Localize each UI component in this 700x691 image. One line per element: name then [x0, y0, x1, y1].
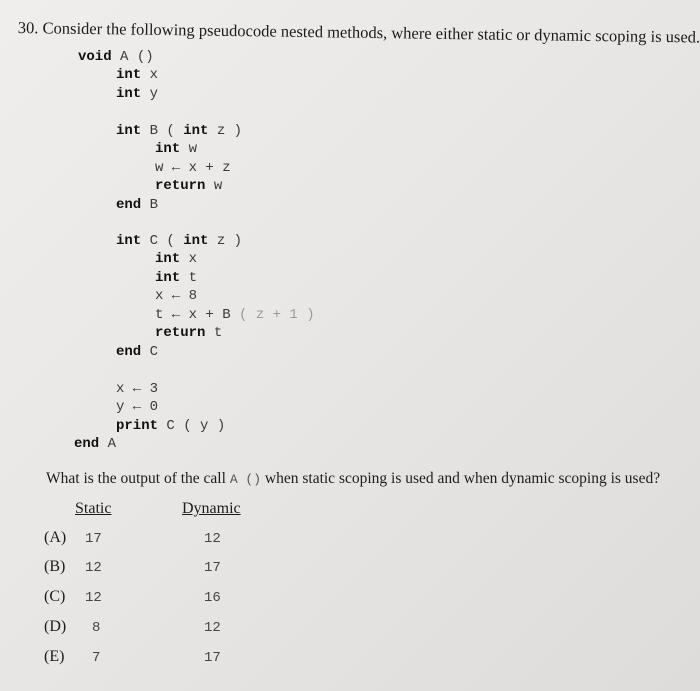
keyword: end	[116, 197, 142, 213]
code-text: y	[141, 86, 159, 102]
option-label: (C)	[44, 588, 66, 605]
code-line	[116, 232, 242, 250]
code-text: z )	[208, 233, 243, 249]
code-line	[155, 269, 197, 287]
keyword: int	[116, 67, 142, 83]
option-label: (A)	[44, 529, 67, 546]
question-prompt	[46, 470, 660, 488]
dynamic-value: 17	[204, 650, 221, 666]
option-label: (B)	[44, 558, 66, 575]
static-value: 12	[85, 590, 102, 606]
code-text: t	[205, 325, 223, 341]
code-text: A	[99, 436, 117, 452]
keyword: int	[116, 123, 142, 139]
keyword: int	[155, 270, 181, 286]
code-text: ( z + 1 )	[239, 307, 315, 323]
code-line	[155, 324, 222, 342]
option-label: (D)	[44, 618, 67, 635]
keyword: int	[116, 86, 142, 102]
code-line	[116, 122, 242, 140]
code-text: C (	[141, 233, 184, 249]
dynamic-value: 17	[204, 560, 221, 576]
code-line	[155, 140, 197, 158]
code-line	[74, 435, 116, 453]
static-value: 12	[85, 560, 102, 576]
code-line	[155, 306, 315, 324]
code-line	[78, 48, 154, 66]
code-line: x ← 3	[116, 381, 159, 397]
code-text: C ( y )	[158, 418, 226, 434]
keyword: end	[74, 436, 100, 452]
code-text: x	[180, 251, 198, 267]
static-value: 7	[92, 650, 101, 666]
code-text: w	[205, 178, 223, 194]
code-text: w	[180, 141, 198, 157]
code-line	[116, 417, 225, 435]
code-line	[116, 85, 158, 103]
keyword: int	[155, 251, 181, 267]
code-line: x ← 8	[155, 288, 198, 304]
code-text: z )	[208, 123, 243, 139]
question-text: 30. Consider the following pseudocode nested methods, where either static or dynamic scoping is used.	[17, 18, 700, 47]
keyword: int	[116, 233, 142, 249]
prompt-text: What is the output of the call	[46, 470, 230, 487]
code-line: y ← 0	[116, 399, 159, 415]
keyword: return	[155, 325, 206, 341]
code-text: C	[141, 344, 159, 360]
code-line	[155, 250, 197, 268]
keyword: void	[78, 49, 112, 65]
code-text: B (	[141, 123, 184, 139]
dynamic-value: 12	[204, 531, 221, 547]
static-header: Static	[75, 500, 112, 517]
code-line	[116, 343, 158, 361]
code-text: B	[141, 197, 159, 213]
code-line	[116, 196, 158, 214]
code-line	[116, 66, 158, 84]
code-line: w ← x + z	[155, 160, 231, 176]
code-text: t ← x + B	[155, 307, 240, 323]
static-value: 17	[85, 531, 102, 547]
prompt-call: A ()	[229, 472, 262, 487]
code-block	[0, 0, 315, 452]
keyword: int	[183, 233, 209, 249]
dynamic-value: 16	[204, 590, 221, 606]
option-label: (E)	[44, 648, 65, 665]
keyword: int	[183, 123, 209, 139]
dynamic-header: Dynamic	[182, 500, 241, 517]
keyword: int	[155, 141, 181, 157]
dynamic-value: 12	[204, 620, 221, 636]
static-value: 8	[92, 620, 101, 636]
code-text: t	[180, 270, 198, 286]
keyword: end	[116, 344, 142, 360]
code-line	[155, 177, 222, 195]
prompt-text: when static scoping is used and when dynamic scoping is used?	[261, 470, 661, 487]
code-text: x	[141, 67, 159, 83]
keyword: print	[116, 418, 159, 434]
keyword: return	[155, 178, 206, 194]
code-text: A ()	[111, 49, 154, 65]
